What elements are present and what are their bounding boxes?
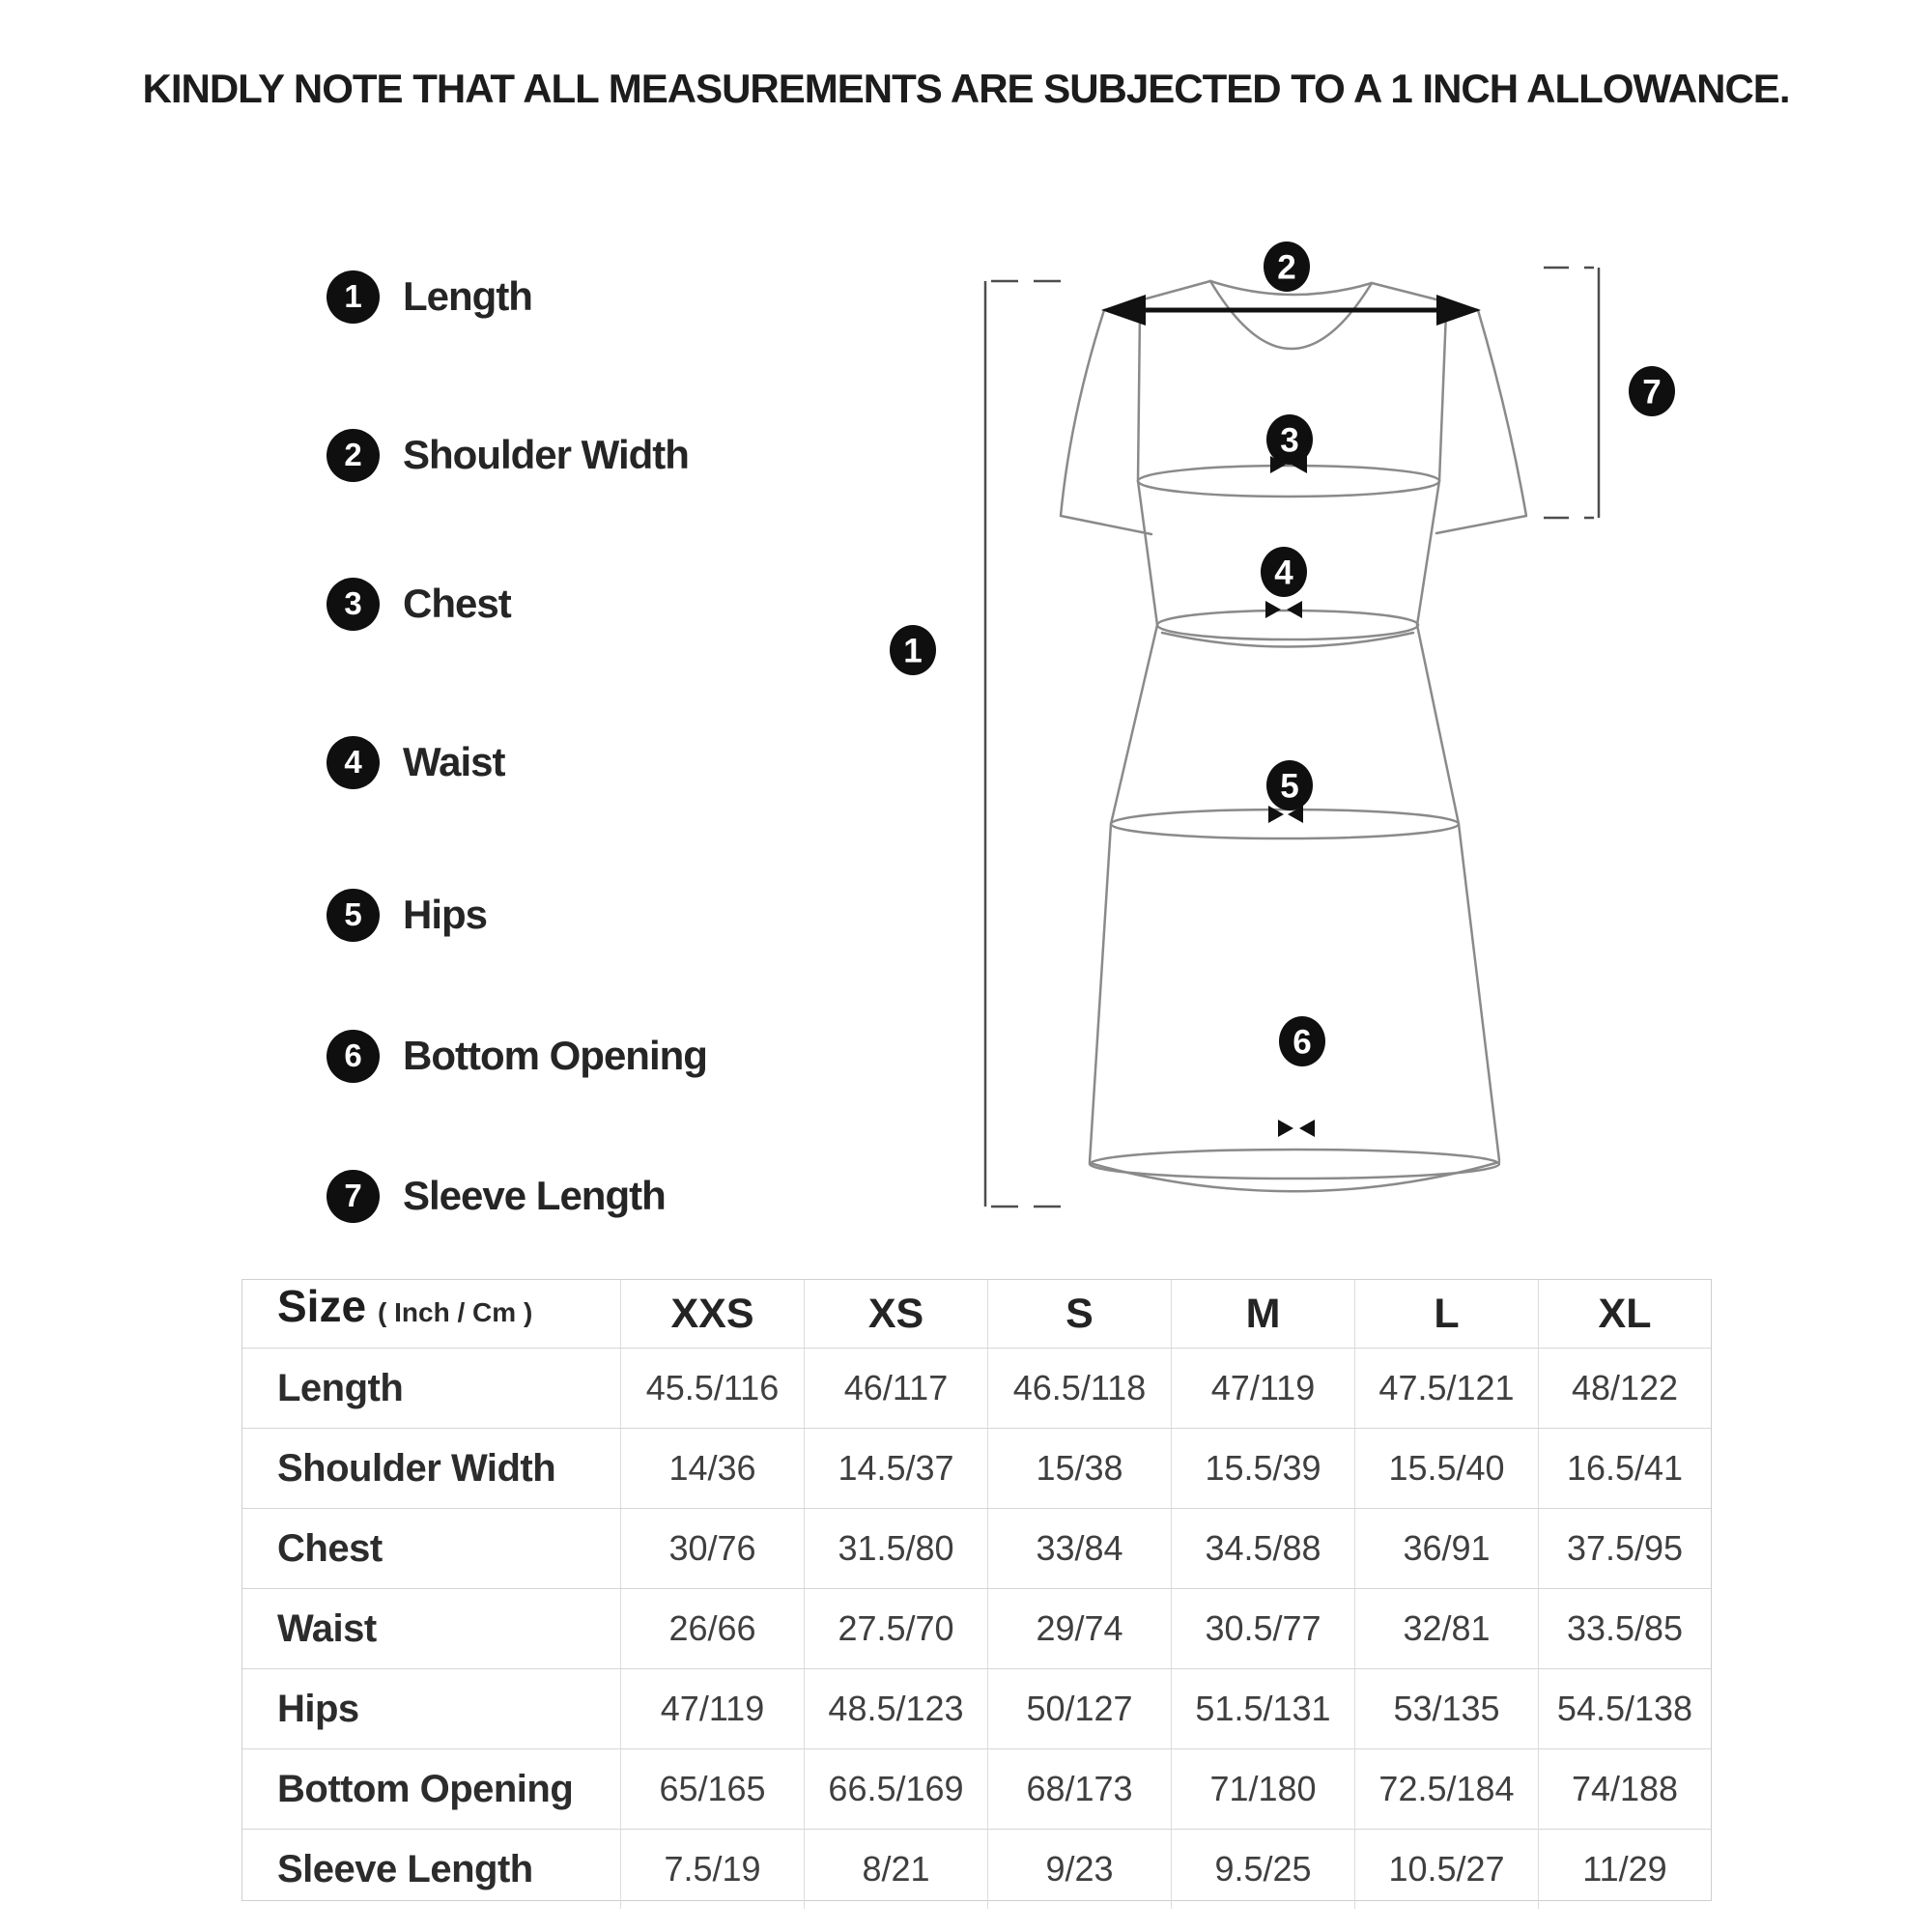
badge-number: 1 — [344, 278, 362, 314]
diagram-marker-2 — [1264, 242, 1310, 292]
diagram-markers — [890, 242, 1675, 1066]
column-header-xl: XL — [1598, 1290, 1652, 1337]
value-cell: 10.5/27 — [1355, 1830, 1539, 1909]
badge-number: 4 — [344, 744, 362, 780]
value-cell: 11/29 — [1582, 1849, 1667, 1889]
legend-item-bottom-opening — [327, 1029, 707, 1083]
value-cell: 47/119 — [621, 1669, 805, 1748]
hips-ellipse — [1111, 810, 1459, 838]
sleeve-length-bracket — [1544, 268, 1599, 518]
table-row-length — [242, 1349, 1711, 1429]
value-cell: 66.5/169 — [805, 1749, 988, 1829]
legend-item-chest — [327, 577, 511, 631]
value-cell: 48/122 — [1571, 1368, 1679, 1407]
value-cell: 46.5/118 — [988, 1349, 1172, 1428]
row-label: Chest — [242, 1509, 621, 1588]
legend-label: Shoulder Width — [403, 432, 689, 477]
value-cell: 74/188 — [1571, 1769, 1679, 1808]
size-label: Size — [277, 1281, 367, 1331]
value-cell: 27.5/70 — [805, 1589, 988, 1668]
table-row-waist — [242, 1589, 1711, 1669]
value-cell: 46/117 — [805, 1349, 988, 1428]
value-cell: 47/119 — [1172, 1349, 1355, 1428]
arrowhead-right — [1436, 295, 1481, 326]
table-row-sleeve-length — [242, 1830, 1711, 1909]
value-cell: 47.5/121 — [1355, 1349, 1539, 1428]
legend-label: Waist — [403, 739, 505, 784]
value-cell: 45.5/116 — [621, 1349, 805, 1428]
left-skirt-edge — [1090, 625, 1157, 1162]
number-badge-7 — [327, 1170, 380, 1223]
badge-number: 5 — [344, 896, 362, 932]
value-cell: 36/91 — [1355, 1509, 1539, 1588]
column-header-m: M — [1172, 1280, 1355, 1348]
allowance-note: KINDLY NOTE THAT ALL MEASUREMENTS ARE SUBJECTED TO A 1 INCH ALLOWANCE. — [142, 66, 1790, 111]
marker-number: 4 — [1274, 554, 1293, 592]
column-header-l: L — [1355, 1280, 1539, 1348]
value-cell: 32/81 — [1355, 1589, 1539, 1668]
number-badge-2 — [327, 429, 380, 482]
hem-ellipse — [1090, 1150, 1499, 1179]
row-label: Sleeve Length — [242, 1830, 621, 1909]
marker-number: 2 — [1277, 248, 1296, 287]
number-badge-6 — [327, 1030, 380, 1083]
legend-item-shoulder-width — [327, 428, 689, 482]
value-cell: 33/84 — [988, 1509, 1172, 1588]
legend-item-hips — [327, 888, 487, 942]
marker-number: 6 — [1293, 1023, 1312, 1062]
marker-number: 5 — [1280, 767, 1299, 806]
arrowhead-left — [1101, 295, 1146, 326]
legend-label: Chest — [403, 581, 511, 626]
legend-item-sleeve-length — [327, 1169, 666, 1223]
value-cell: 50/127 — [988, 1669, 1172, 1748]
row-label: Shoulder Width — [242, 1429, 621, 1508]
right-sleeve — [1436, 310, 1526, 533]
marker-number: 1 — [903, 632, 923, 670]
badge-number: 2 — [344, 437, 362, 472]
size-header-cell — [242, 1280, 621, 1348]
number-badge-3 — [327, 578, 380, 631]
marker-number: 7 — [1642, 373, 1662, 412]
hem-band — [1090, 1162, 1499, 1191]
row-label: Hips — [242, 1669, 621, 1748]
value-cell: 54.5/138 — [1556, 1689, 1693, 1728]
table-row-bottom-opening — [242, 1749, 1711, 1830]
row-label: Waist — [242, 1589, 621, 1668]
value-cell: 16.5/41 — [1566, 1448, 1684, 1488]
value-cell: 9/23 — [988, 1830, 1172, 1909]
right-skirt-edge — [1417, 625, 1499, 1160]
column-header-xs: XS — [805, 1280, 988, 1348]
chest-ellipse — [1138, 466, 1439, 497]
value-cell: 30.5/77 — [1172, 1589, 1355, 1668]
length-bracket — [985, 281, 1076, 1207]
value-cell: 30/76 — [621, 1509, 805, 1588]
dress-diagram — [869, 232, 1739, 1265]
value-cell: 14.5/37 — [805, 1429, 988, 1508]
waist-ellipse — [1157, 611, 1418, 639]
legend-item-length — [327, 270, 532, 324]
value-cell: 14/36 — [621, 1429, 805, 1508]
table-row-shoulder-width — [242, 1429, 1711, 1509]
value-cell: 53/135 — [1355, 1669, 1539, 1748]
value-cell: 15/38 — [988, 1429, 1172, 1508]
badge-number: 3 — [344, 585, 362, 621]
table-header-row — [242, 1280, 1711, 1349]
value-cell: 15.5/39 — [1172, 1429, 1355, 1508]
value-cell: 72.5/184 — [1355, 1749, 1539, 1829]
value-cell: 34.5/88 — [1172, 1509, 1355, 1588]
legend-label: Length — [403, 273, 532, 319]
table-row-hips — [242, 1669, 1711, 1749]
column-header-s: S — [988, 1280, 1172, 1348]
value-cell: 7.5/19 — [621, 1830, 805, 1909]
legend-label: Bottom Opening — [403, 1033, 707, 1078]
value-cell: 31.5/80 — [805, 1509, 988, 1588]
shoulder-width-arrow — [1101, 295, 1481, 326]
value-cell: 9.5/25 — [1172, 1830, 1355, 1909]
number-badge-5 — [327, 889, 380, 942]
size-unit: ( Inch / Cm ) — [378, 1297, 533, 1327]
table-row-chest — [242, 1509, 1711, 1589]
diagram-marker-4 — [1261, 547, 1307, 597]
diagram-marker-3 — [1266, 414, 1313, 465]
value-cell: 15.5/40 — [1355, 1429, 1539, 1508]
legend-label: Sleeve Length — [403, 1173, 666, 1218]
value-cell: 68/173 — [988, 1749, 1172, 1829]
diagram-marker-6 — [1279, 1016, 1325, 1066]
diagram-marker-1 — [890, 625, 936, 675]
value-cell: 37.5/95 — [1566, 1528, 1684, 1568]
legend-item-waist — [327, 735, 504, 789]
bottom-opening-arrows — [1278, 1120, 1315, 1137]
number-badge-1 — [327, 270, 380, 324]
diagram-marker-7 — [1629, 366, 1675, 416]
badge-number: 7 — [344, 1178, 362, 1213]
value-cell: 65/165 — [621, 1749, 805, 1829]
value-cell: 51.5/131 — [1172, 1669, 1355, 1748]
value-cell: 71/180 — [1172, 1749, 1355, 1829]
value-cell: 8/21 — [805, 1830, 988, 1909]
marker-number: 3 — [1280, 421, 1299, 460]
number-badge-4 — [327, 736, 380, 789]
legend-label: Hips — [403, 892, 488, 937]
value-cell: 29/74 — [988, 1589, 1172, 1668]
value-cell: 33.5/85 — [1566, 1608, 1684, 1648]
diagram-marker-5 — [1266, 760, 1313, 810]
size-table — [242, 1279, 1712, 1901]
row-label: Bottom Opening — [242, 1749, 621, 1829]
value-cell: 48.5/123 — [805, 1669, 988, 1748]
value-cell: 26/66 — [621, 1589, 805, 1668]
row-label: Length — [242, 1349, 621, 1428]
column-header-xxs: XXS — [621, 1280, 805, 1348]
badge-number: 6 — [344, 1037, 362, 1073]
